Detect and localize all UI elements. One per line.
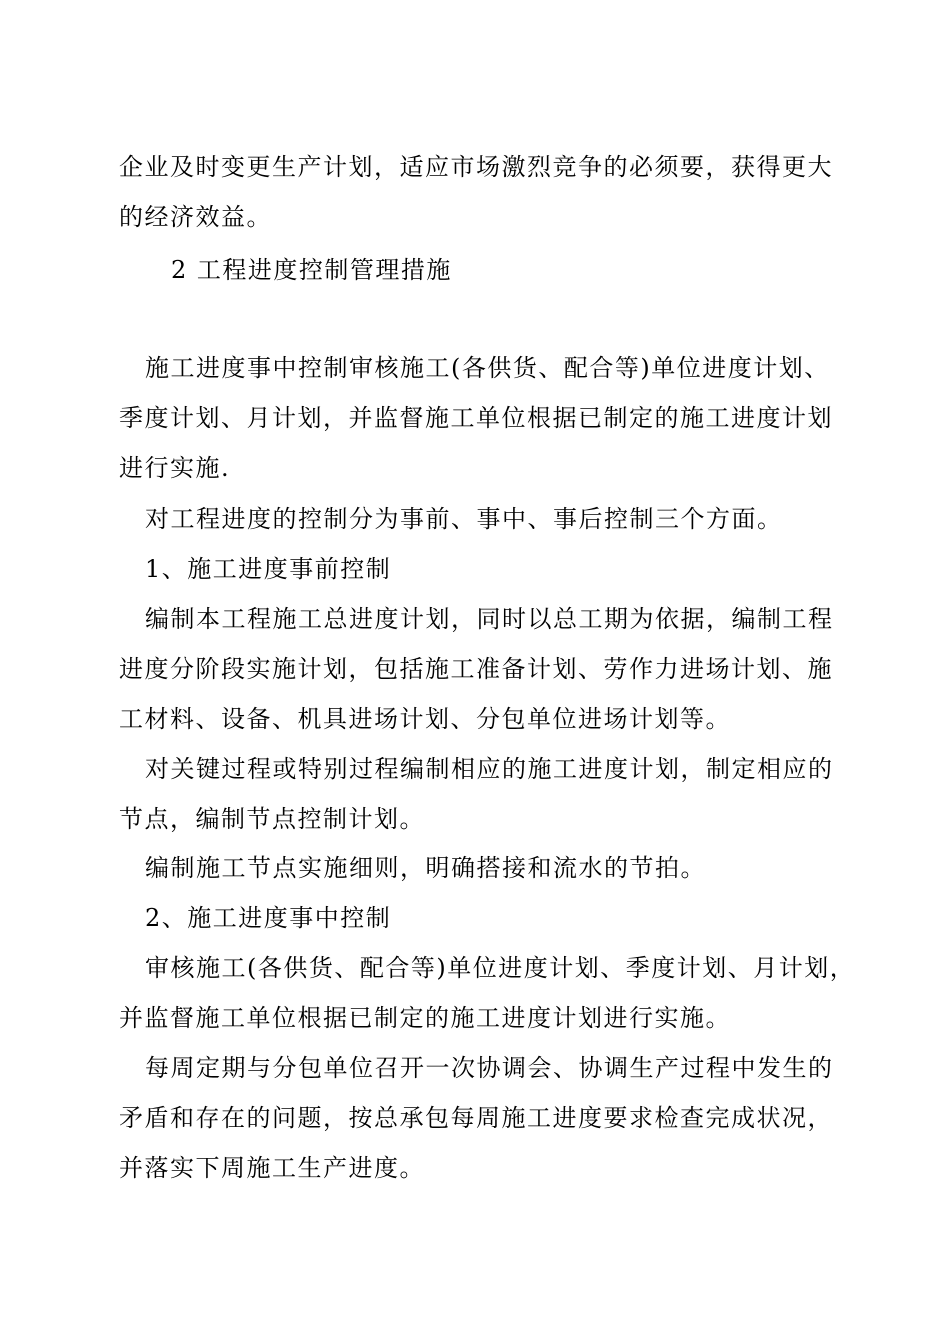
paragraph-line: 节点，编制节点控制计划。	[119, 805, 425, 833]
paragraph-line: 进行实施.	[119, 454, 231, 482]
paragraph-line: 编制施工节点实施细则，明确搭接和流水的节拍。	[145, 854, 706, 882]
paragraph-line: 施工进度事中控制审核施工(各供货、配合等)单位进度计划、	[145, 354, 830, 382]
paragraph-line: 并落实下周施工生产进度。	[119, 1154, 425, 1182]
paragraph-line: 企业及时变更生产计划，适应市场激烈竞争的必须要，获得更大	[119, 153, 833, 181]
paragraph-line: 工材料、设备、机具进场计划、分包单位进场计划等。	[119, 705, 731, 733]
paragraph-line: 对工程进度的控制分为事前、事中、事后控制三个方面。	[145, 505, 783, 533]
subheading: 1、施工进度事前控制	[145, 555, 392, 583]
section-heading: 2 工程进度控制管理措施	[171, 256, 452, 284]
paragraph-line: 每周定期与分包单位召开一次协调会、协调生产过程中发生的	[145, 1054, 834, 1082]
paragraph-line: 并监督施工单位根据已制定的施工进度计划进行实施。	[119, 1004, 731, 1032]
paragraph-line: 编制本工程施工总进度计划，同时以总工期为依据，编制工程	[145, 605, 834, 633]
paragraph-line: 的经济效益。	[119, 203, 272, 231]
paragraph-line: 对关键过程或特别过程编制相应的施工进度计划，制定相应的	[145, 755, 834, 783]
paragraph-line: 审核施工(各供货、配合等)单位进度计划、季度计划、月计划，	[145, 954, 856, 982]
subheading: 2、施工进度事中控制	[145, 904, 392, 932]
paragraph-line: 季度计划、月计划，并监督施工单位根据已制定的施工进度计划	[119, 404, 833, 432]
paragraph-line: 矛盾和存在的问题，按总承包每周施工进度要求检查完成状况，	[119, 1104, 833, 1132]
paragraph-line: 进度分阶段实施计划，包括施工准备计划、劳作力进场计划、施	[119, 655, 833, 683]
